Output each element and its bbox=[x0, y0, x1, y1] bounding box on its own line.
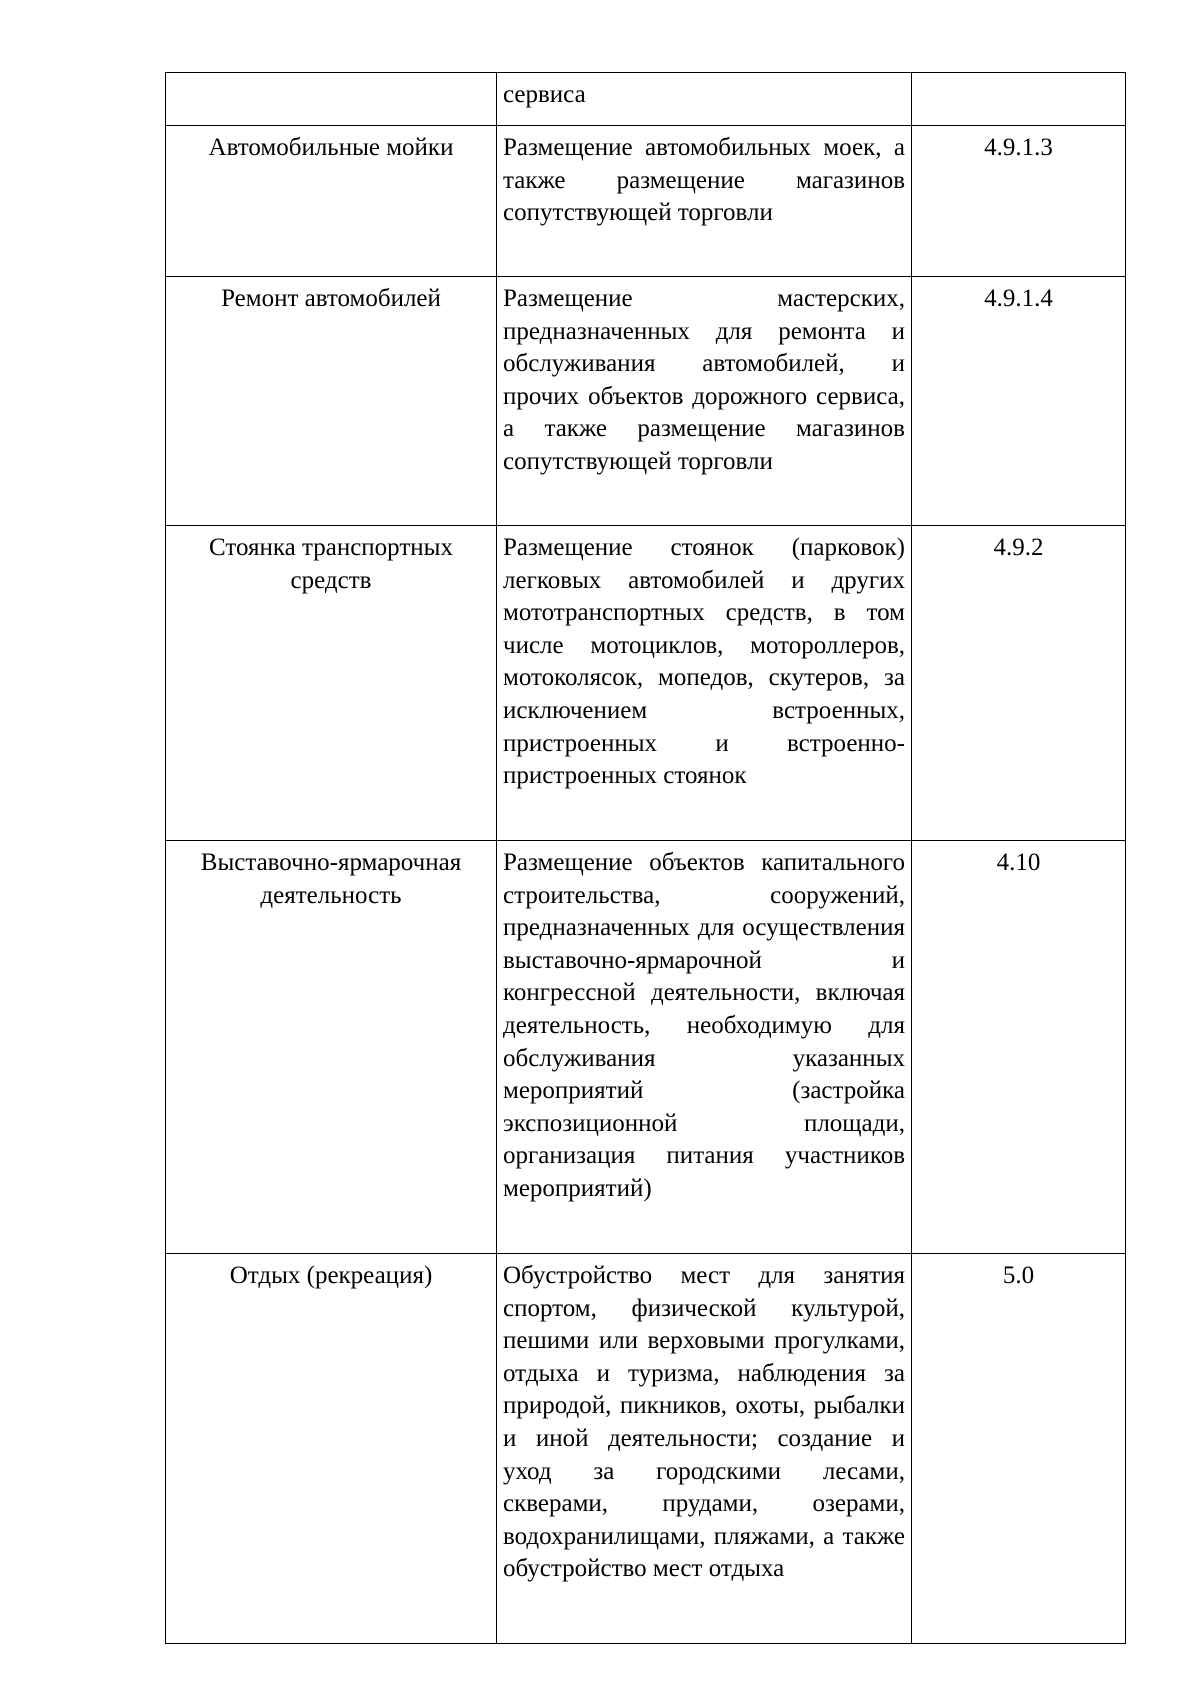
table-row bbox=[166, 526, 1126, 841]
table-row bbox=[166, 841, 1126, 1254]
use-name-cell bbox=[166, 73, 497, 126]
table-row bbox=[166, 277, 1126, 526]
use-name-cell: Стоянка транспортных средств bbox=[166, 526, 497, 841]
use-code-cell: 4.10 bbox=[912, 841, 1126, 1254]
use-description-cell: Размещение автомобильных моек, а также размещение магазинов сопутствующей торговли bbox=[497, 126, 912, 277]
use-description-cell: Размещение мастерских, предназначенных для ремонта и обслуживания автомобилей, и прочих объектов дорожного сервиса, а также размещение магазинов сопутствующей торговли bbox=[497, 277, 912, 526]
use-name-cell: Ремонт автомобилей bbox=[166, 277, 497, 526]
use-name-cell: Автомобильные мойки bbox=[166, 126, 497, 277]
use-description-cell: Размещение объектов капитального строительства, сооружений, предназначенных для осуществления выставочно-ярмарочной и конгрессной деятельности, включая деятельность, необходимую для обслуживания указанных мероприятий (застройка экспозиционной площади, организация питания участников мероприятий) bbox=[497, 841, 912, 1254]
use-code-cell: 4.9.2 bbox=[912, 526, 1126, 841]
table-row bbox=[166, 126, 1126, 277]
use-description-cell: сервиса bbox=[497, 73, 912, 126]
table-row bbox=[166, 1254, 1126, 1644]
use-code-cell: 4.9.1.4 bbox=[912, 277, 1126, 526]
table-row bbox=[166, 73, 1126, 126]
use-description-cell: Размещение стоянок (парковок) легковых автомобилей и других мототранспортных средств, в том числе мотоциклов, мотороллеров, мотоколясок, мопедов, скутеров, за исключением встроенных, пристроенных и встроенно-пристроенных стоянок bbox=[497, 526, 912, 841]
use-name-cell: Отдых (рекреация) bbox=[166, 1254, 497, 1644]
use-description-cell: Обустройство мест для занятия спортом, физической культурой, пешими или верховыми прогулками, отдыха и туризма, наблюдения за природой, пикников, охоты, рыбалки и иной деятельности; создание и уход за городскими лесами, скверами, прудами, озерами, водохранилищами, пляжами, а также обустройство мест отдыха bbox=[497, 1254, 912, 1644]
use-name-cell: Выставочно-ярмарочная деятельность bbox=[166, 841, 497, 1254]
use-code-cell bbox=[912, 73, 1126, 126]
land-use-table bbox=[165, 72, 1126, 1644]
use-code-cell: 4.9.1.3 bbox=[912, 126, 1126, 277]
use-code-cell: 5.0 bbox=[912, 1254, 1126, 1644]
